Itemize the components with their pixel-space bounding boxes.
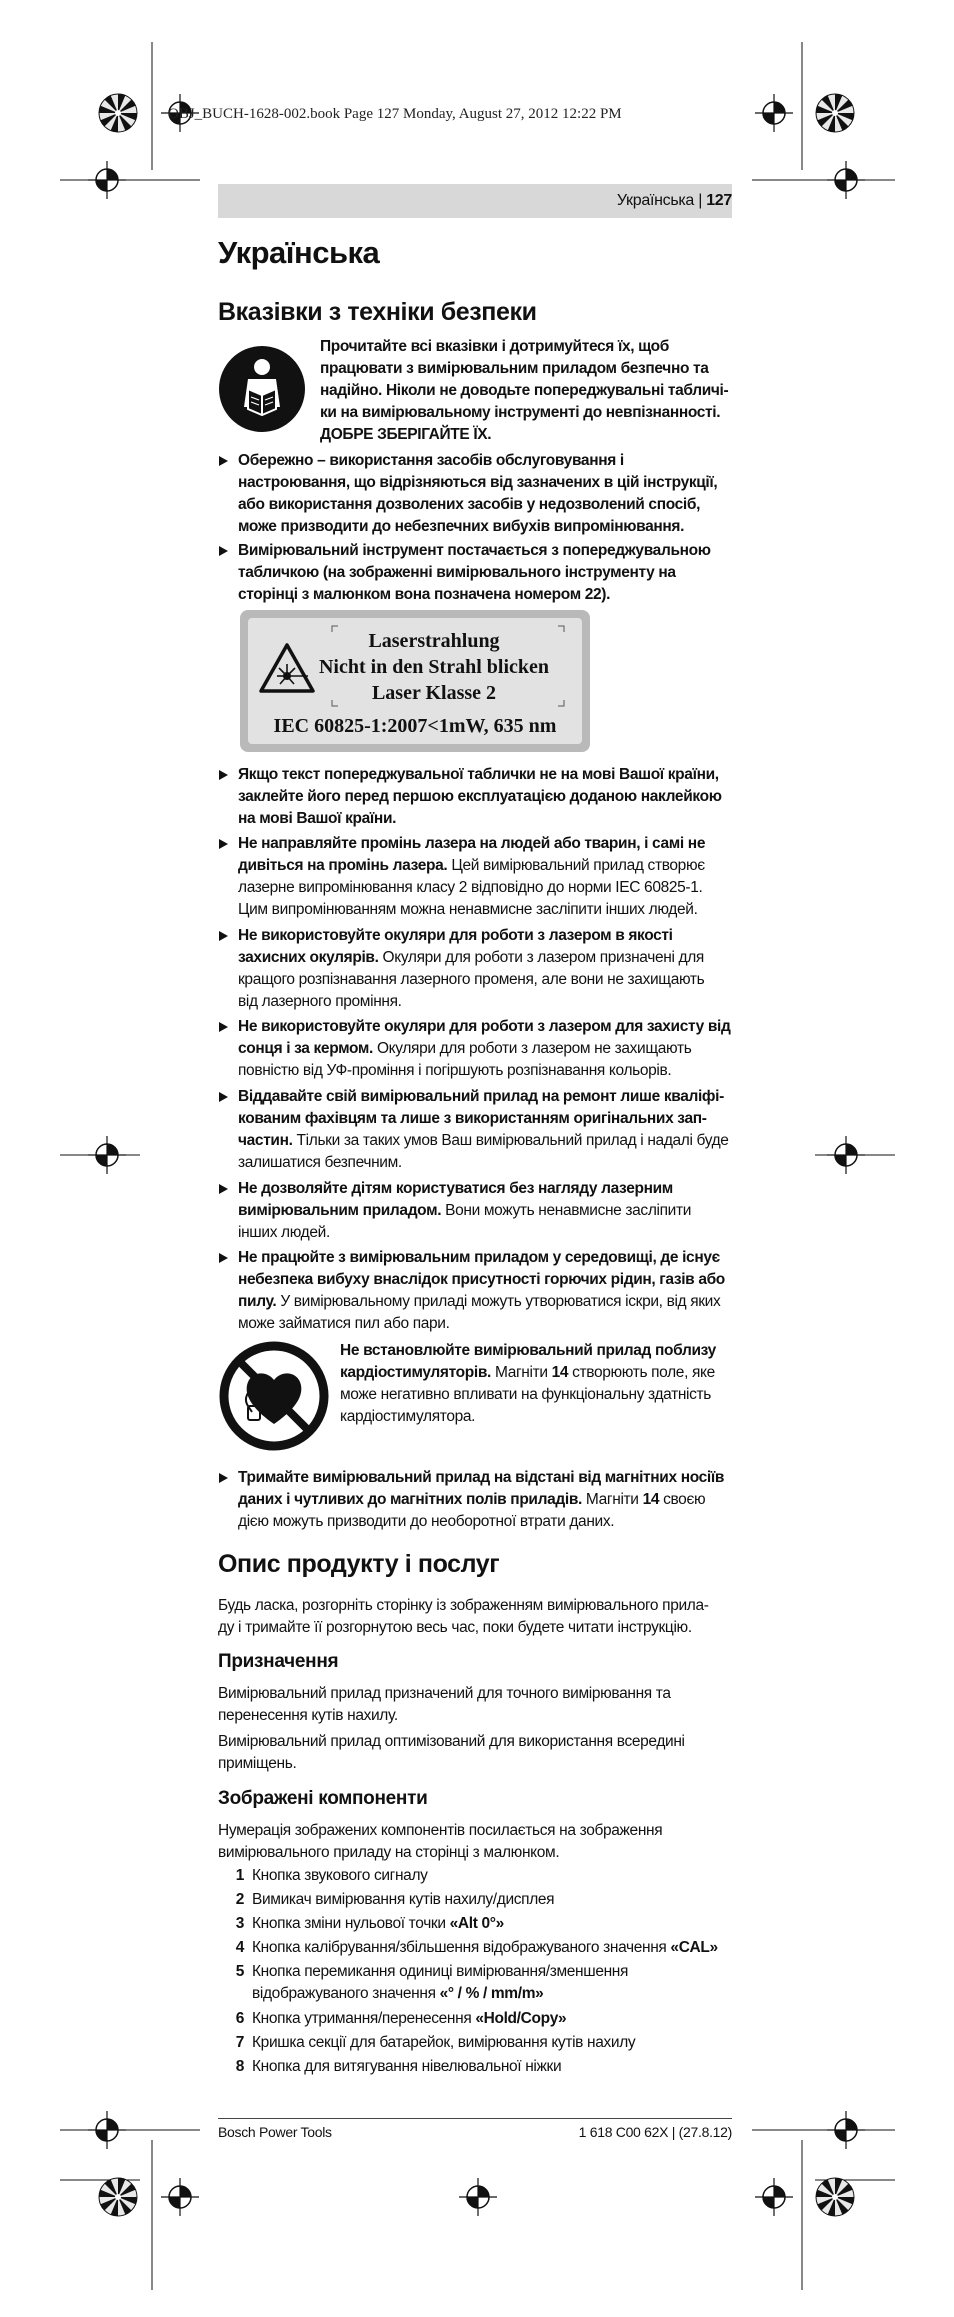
purpose-title: Призначення xyxy=(218,1651,339,1672)
bullet-marker xyxy=(219,1253,228,1263)
bullet-marker xyxy=(219,839,228,849)
bullet-repair: Віддавайте свій вимірювальний прилад на ремонт лише кваліфі- кованим фахівцям та лише з використанням оригінальних зап- частин. Тільки за таких умов Ваш вимірювальний прилад і надалі буде залишатися безпечним. xyxy=(218,1086,734,1174)
purpose-paragraph-2: Вимірювальний прилад оптимізований для використання всередині приміщень. xyxy=(218,1733,685,1772)
pacemaker-prohibited-icon xyxy=(218,1340,330,1452)
components-title: Зображені компоненти xyxy=(218,1788,428,1809)
bullet-maintenance-warning: Обережно – використання засобів обслуговування і настроювання, що відрізняються від зазначених в цій інструкції, або використання дозволених засобів у недозволений спосіб, може призводити до небезпечних вибухів випромінювання. xyxy=(218,450,734,538)
page-number: 127 xyxy=(706,192,732,209)
safety-title: Вказівки з техніки безпеки xyxy=(218,298,537,326)
bullet-marker xyxy=(219,931,228,941)
purpose-paragraph-1: Вимірювальний прилад призначений для точного вимірювання та перенесення кутів нахилу. xyxy=(218,1685,671,1724)
bullet-marker xyxy=(219,770,228,780)
bullet-magnetic-media: Тримайте вимірювальний прилад на відстані від магнітних носіїв даних і чутливих до магнітних полів приладів. Магніти 14 своєю дією можуть призводити до необоротної втрати даних. xyxy=(218,1467,734,1533)
product-title: Опис продукту і послуг xyxy=(218,1550,500,1578)
read-manual-icon xyxy=(218,345,306,433)
footer-doc-id: 1 618 C00 62X | (27.8.12) xyxy=(578,2124,732,2140)
language-title: Українська xyxy=(218,235,380,270)
laser-label-line-4: IEC 60825-1:2007<1mW, 635 nm xyxy=(273,715,557,737)
bullet-sun-glasses: Не використовуйте окуляри для роботи з лазером для захисту від сонця і за кермом. Окуляри для роботи з лазером не захищають повністю від УФ-проміння і погіршують розпізнавання кольорів. xyxy=(218,1016,734,1082)
bullet-marker xyxy=(219,546,228,556)
bullet-marker xyxy=(219,1022,228,1032)
bullet-marker xyxy=(219,1473,228,1483)
product-intro: Будь ласка, розгорніть сторінку із зображенням вимірювального прила- ду і тримайте її розгорнутою весь час, поки будете читати інструкцію. xyxy=(218,1597,709,1636)
safety-intro: Прочитайте всі вказівки і дотримуйтеся їх, щоб працювати з вимірювальним приладом безпечно та надійно. Ніколи не доводьте попереджувальні табличі- ки на вимірювальному інструменті до невпізнанності. ДОБРЕ ЗБЕРІГАЙТЕ ЇХ. xyxy=(320,338,729,443)
header-separator: | xyxy=(698,192,703,209)
bullet-warning-label: Вимірювальний інструмент постачається з попереджувальною табличкою (на зображенні вимірювального інструменту на сторінці з малюнком вона позначена номером 22). xyxy=(218,540,734,606)
bullet-children: Не дозволяйте дітям користуватися без нагляду лазерним вимірювальним приладом. Вони можуть ненавмисне засліпити інших людей. xyxy=(218,1178,734,1244)
pacemaker-warning: Не встановлюйте вимірювальний прилад поблизу кардіостимуляторів. Магніти 14 створюють поле, яке може негативно впливати на функціональну здатність кардіостимулятора. xyxy=(340,1342,716,1425)
bullet-marker xyxy=(219,1184,228,1194)
laser-warning-label xyxy=(240,610,590,752)
bullet-explosive: Не працюйте з вимірювальним приладом у середовищі, де існує небезпека вибуху внаслідок присутності горючих рідин, газів або пилу. У вимірювальному приладі можуть утворюватися іскри, від яких може займатися пил або пари. xyxy=(218,1247,734,1335)
bullet-laser-glasses: Не використовуйте окуляри для роботи з лазером в якості захисних окулярів. Окуляри для роботи з лазером призначені для кращого розпізнавання лазерного променя, але вони не захищають від лазерного проміння. xyxy=(218,925,734,1013)
footer-publisher: Bosch Power Tools xyxy=(218,2124,332,2140)
file-slug-line: OBJ_BUCH-1628-002.book Page 127 Monday, August 27, 2012 12:22 PM xyxy=(168,106,622,122)
footer-rule xyxy=(218,2118,732,2119)
laser-label-line-3: Laser Klasse 2 xyxy=(371,682,497,704)
laser-label-line-1: Laserstrahlung xyxy=(368,630,500,652)
header-section: Українська xyxy=(616,192,695,209)
bullet-label-language: Якщо текст попереджувальної таблички не на мові Вашої країни, заклейте його перед першою експлуатацією доданою наклейкою на мові Вашої країни. xyxy=(218,764,734,830)
bullet-laser-beam: Не направляйте промінь лазера на людей або тварин, і самі не дивіться на промінь лазера. Цей вимірювальний прилад створює лазерне випромінювання класу 2 відповідно до норми IEC 60825-1. Цим випромінюванням можна ненавмисне засліпити інших людей. xyxy=(218,833,734,921)
running-header xyxy=(617,192,732,210)
components-intro: Нумерація зображених компонентів посилається на зображення вимірювального приладу на сторінці з малюнком. xyxy=(218,1822,663,1861)
bullet-marker xyxy=(219,1092,228,1102)
laser-label-line-2: Nicht in den Strahl blicken xyxy=(318,656,550,678)
bullet-marker xyxy=(219,456,228,466)
